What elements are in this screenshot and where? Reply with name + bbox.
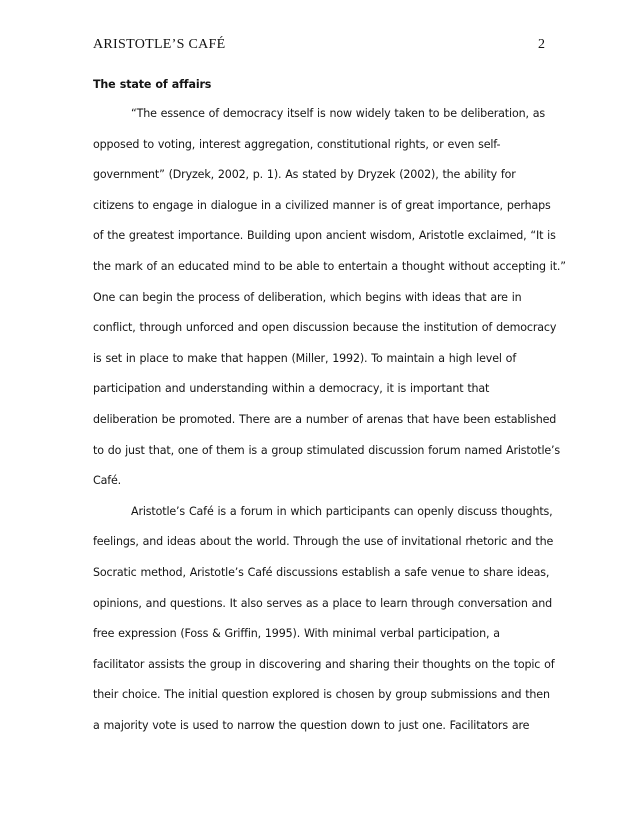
text-line: their choice. The initial question explored is chosen by group submissions and then: [93, 688, 550, 702]
page-number: 2: [538, 37, 545, 52]
text-line: Socratic method, Aristotle’s Café discussions establish a safe venue to share ideas,: [93, 565, 550, 579]
text-line: citizens to engage in dialogue in a civilized manner is of great importance, perhaps: [93, 198, 551, 212]
text-line: of the greatest importance. Building upon ancient wisdom, Aristotle exclaimed, “It is: [93, 229, 556, 243]
paragraph-1: [93, 99, 566, 497]
text-line: “The essence of democracy itself is now widely taken to be deliberation, as: [131, 107, 545, 120]
document-body: [93, 71, 566, 741]
text-line: free expression (Foss & Griffin, 1995). With minimal verbal participation, a: [93, 627, 500, 641]
running-head: ARISTOTLE’S CAFÉ: [93, 37, 226, 52]
text-line: the mark of an educated mind to be able to entertain a thought without accepting it.”: [93, 259, 566, 273]
text-line: Aristotle’s Café is a forum in which participants can openly discuss thoughts,: [131, 504, 553, 518]
section-heading: The state of affairs: [93, 78, 212, 91]
text-line: government” (Dryzek, 2002, p. 1). As stated by Dryzek (2002), the ability for: [93, 168, 516, 182]
text-line: conflict, through unforced and open discussion because the institution of democracy: [93, 321, 557, 335]
text-line: a majority vote is used to narrow the question down to just one. Facilitators are: [93, 718, 530, 732]
text-line: is set in place to make that happen (Miller, 1992). To maintain a high level of: [93, 351, 517, 365]
text-line: participation and understanding within a democracy, it is important that: [93, 382, 490, 396]
text-line: facilitator assists the group in discovering and sharing their thoughts on the topic of: [93, 657, 555, 671]
text-line: opposed to voting, interest aggregation, constitutional rights, or even self-: [93, 137, 501, 151]
text-line: opinions, and questions. It also serves as a place to learn through conversation and: [93, 596, 553, 610]
text-line: One can begin the process of deliberation, which begins with ideas that are in: [93, 290, 522, 304]
paragraph-2: [93, 497, 555, 742]
text-line: deliberation be promoted. There are a number of arenas that have been established: [93, 412, 557, 426]
text-line: feelings, and ideas about the world. Through the use of invitational rhetoric and the: [93, 535, 554, 549]
text-line: Café.: [93, 474, 122, 488]
text-line: to do just that, one of them is a group stimulated discussion forum named Aristotle’s: [93, 443, 561, 457]
